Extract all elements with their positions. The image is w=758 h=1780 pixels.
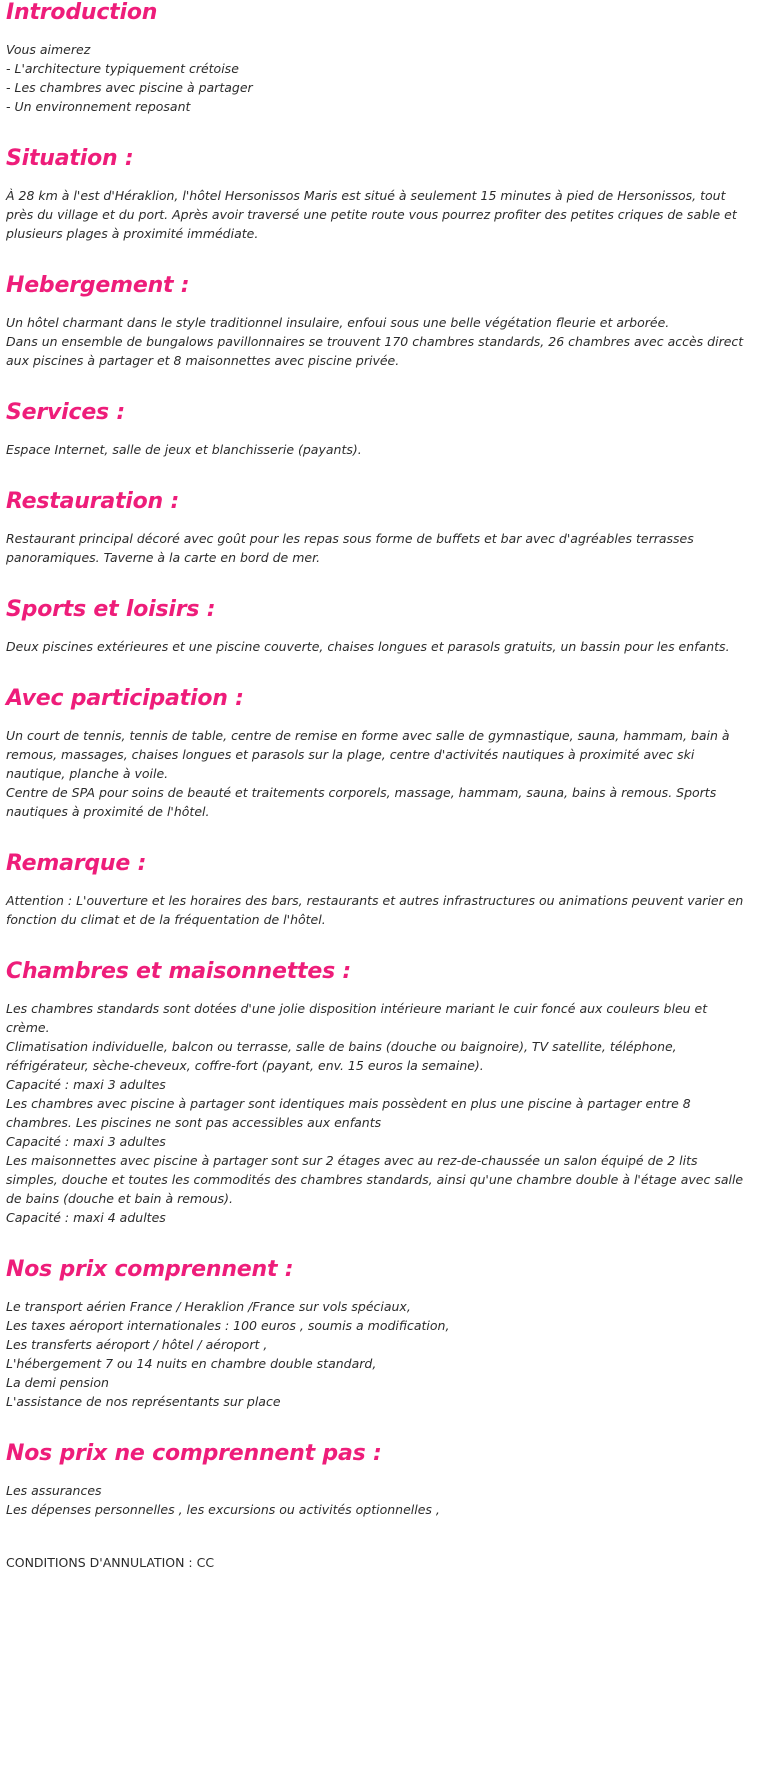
section-avec-participation <box>6 686 750 821</box>
section-line: L'assistance de nos représentants sur place <box>6 1394 281 1409</box>
section-line: Les transferts aéroport / hôtel / aéroport , <box>6 1337 268 1352</box>
section-title: Chambres et maisonnettes : <box>6 959 352 984</box>
section-line: Un court de tennis, tennis de table, centre de remise en forme avec salle de gymnastique, sauna, hammam, bain à remous, massages, chaises longues et parasols sur la plage, centre d'activités nautiques à proximité avec ski nautique, planche à voile. <box>6 728 730 781</box>
section-title: Restauration : <box>6 489 180 514</box>
section-line: Les chambres avec piscine à partager sont identiques mais possèdent en plus une piscine à partager entre 8 chambres. Les piscines ne sont pas accessibles aux enfants <box>6 1096 691 1130</box>
section-title: Situation : <box>6 146 134 171</box>
section-line: - Les chambres avec piscine à partager <box>6 80 253 95</box>
spacer <box>6 426 750 440</box>
section-title: Avec participation : <box>6 686 244 711</box>
section-title: Hebergement : <box>6 273 190 298</box>
section-line: Capacité : maxi 3 adultes <box>6 1077 166 1092</box>
section-sports-et-loisirs <box>6 597 750 656</box>
cancellation-conditions: CONDITIONS D'ANNULATION : CC <box>6 1555 215 1570</box>
spacer <box>6 299 750 313</box>
section-line: Les chambres standards sont dotées d'une jolie disposition intérieure mariant le cuir foncé aux couleurs bleu et crème. <box>6 1001 708 1035</box>
spacer <box>6 712 750 726</box>
section-hebergement <box>6 273 750 370</box>
section-title: Nos prix comprennent : <box>6 1257 294 1282</box>
section-title: Introduction <box>6 0 158 25</box>
spacer <box>6 985 750 999</box>
section-situation <box>6 146 750 243</box>
section-services <box>6 400 750 459</box>
section-line: Capacité : maxi 3 adultes <box>6 1134 166 1149</box>
section-line: Espace Internet, salle de jeux et blanchisserie (payants). <box>6 442 362 457</box>
spacer <box>6 623 750 637</box>
section-title: Nos prix ne comprennent pas : <box>6 1441 382 1466</box>
section-line: Centre de SPA pour soins de beauté et traitements corporels, massage, hammam, sauna, bains à remous. Sports nautiques à proximité de l'hôtel. <box>6 785 717 819</box>
section-line: Les maisonnettes avec piscine à partager sont sur 2 étages avec au rez-de-chaussée un salon équipé de 2 lits simples, douche et toutes les commodités des chambres standards, ainsi qu'une chambre double à l'étage avec salle de bains (douche et bain à remous). <box>6 1153 744 1206</box>
spacer <box>6 26 750 40</box>
section-line: Les taxes aéroport internationales : 100 euros , soumis a modification, <box>6 1318 450 1333</box>
section-line: À 28 km à l'est d'Héraklion, l'hôtel Hersonissos Maris est situé à seulement 15 minutes à pied de Hersonissos, tout près du village et du port. Après avoir traversé une petite route vous pourrez profiter des petites criques de sable et plusieurs plages à proximité immédiate. <box>6 188 737 241</box>
section-line: Un hôtel charmant dans le style traditionnel insulaire, enfoui sous une belle végétation fleurie et arborée. <box>6 315 670 330</box>
section-chambres-et-maisonnettes <box>6 959 750 1227</box>
section-introduction <box>6 0 750 116</box>
section-line: La demi pension <box>6 1375 109 1390</box>
spacer <box>6 172 750 186</box>
section-line: Vous aimerez <box>6 42 91 57</box>
section-title: Remarque : <box>6 851 147 876</box>
section-title: Services : <box>6 400 126 425</box>
spacer <box>6 1283 750 1297</box>
section-line: Les assurances <box>6 1483 102 1498</box>
section-line: Dans un ensemble de bungalows pavillonnaires se trouvent 170 chambres standards, 26 chambres avec accès direct aux piscines à partager et 8 maisonnettes avec piscine privée. <box>6 334 744 368</box>
section-line: Les dépenses personnelles , les excursions ou activités optionnelles , <box>6 1502 440 1517</box>
section-restauration <box>6 489 750 567</box>
section-line: Le transport aérien France / Heraklion /France sur vols spéciaux, <box>6 1299 411 1314</box>
spacer <box>6 877 750 891</box>
spacer <box>6 1467 750 1481</box>
section-title: Sports et loisirs : <box>6 597 216 622</box>
section-line: - L'architecture typiquement crétoise <box>6 61 239 76</box>
section-nos-prix-ne-comprennent-pas <box>6 1441 750 1519</box>
section-line: Deux piscines extérieures et une piscine couverte, chaises longues et parasols gratuits, un bassin pour les enfants. <box>6 639 730 654</box>
section-line: Capacité : maxi 4 adultes <box>6 1210 166 1225</box>
section-nos-prix-comprennent <box>6 1257 750 1411</box>
section-line: - Un environnement reposant <box>6 99 191 114</box>
section-line: L'hébergement 7 ou 14 nuits en chambre double standard, <box>6 1356 377 1371</box>
section-remarque <box>6 851 750 929</box>
spacer <box>6 515 750 529</box>
section-line: Restaurant principal décoré avec goût pour les repas sous forme de buffets et bar avec d'agréables terrasses panoramiques. Taverne à la carte en bord de mer. <box>6 531 694 565</box>
section-line: Climatisation individuelle, balcon ou terrasse, salle de bains (douche ou baignoire), TV satellite, téléphone, réfrigérateur, sèche-cheveux, coffre-fort (payant, env. 15 euros la semaine). <box>6 1039 677 1073</box>
section-line: Attention : L'ouverture et les horaires des bars, restaurants et autres infrastructures ou animations peuvent varier en fonction du climat et de la fréquentation de l'hôtel. <box>6 893 744 927</box>
